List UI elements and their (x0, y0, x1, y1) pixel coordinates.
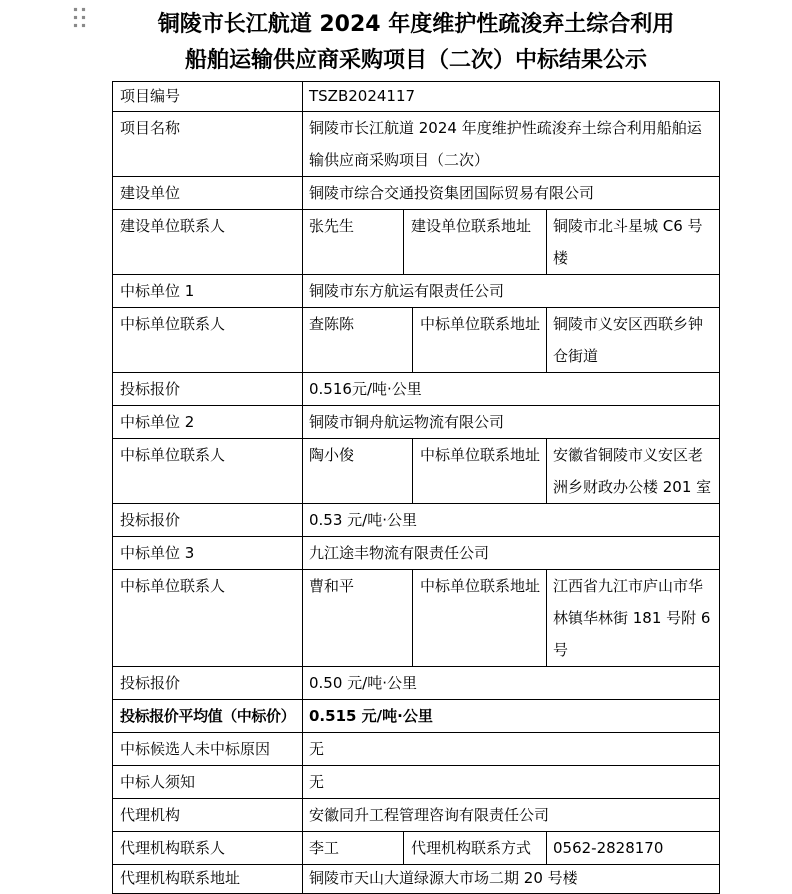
row-value: 铜陵市长江航道 2024 年度维护性疏浚弃土综合利用船舶运输供应商采购项目（二次） (309, 119, 702, 169)
row-label-2: 中标单位联系地址 (413, 570, 547, 666)
row-label-2: 中标单位联系地址 (413, 439, 547, 503)
title-line-1: 铜陵市长江航道 2024 年度维护性疏浚弃土综合利用 (157, 12, 675, 37)
row-label: 投标报价 (113, 373, 303, 405)
table-row-agency-contact (113, 832, 719, 865)
row-value: 陶小俊 (303, 439, 413, 503)
table-row-project-name (113, 112, 719, 177)
row-value: 九江途丰物流有限责任公司 (309, 544, 490, 562)
row-value: 0.516元/吨·公里 (309, 380, 422, 398)
drag-dot (74, 16, 77, 19)
row-label: 中标单位 1 (113, 275, 303, 307)
row-label: 建设单位联系人 (113, 210, 303, 274)
drag-dot (82, 16, 85, 19)
row-value-2: 0562-2828170 (553, 839, 664, 857)
row-label: 建设单位 (113, 177, 303, 209)
drag-dot (82, 24, 85, 27)
row-value: 0.50 元/吨·公里 (309, 674, 417, 692)
drag-dot (74, 24, 77, 27)
row-label-2: 代理机构联系方式 (404, 832, 547, 864)
row-value: 铜陵市综合交通投资集团国际贸易有限公司 (309, 184, 595, 202)
row-value: 张先生 (303, 210, 404, 274)
row-value-2: 铜陵市义安区西联乡钟仓街道 (553, 315, 704, 365)
table-row-winner-1-contact (113, 308, 719, 373)
table-row-agency (113, 799, 719, 832)
drag-dot (82, 8, 85, 11)
announcement-table (112, 81, 720, 894)
table-row-winner-1 (113, 275, 719, 308)
row-label: 中标单位联系人 (113, 439, 303, 503)
table-row-bid-price-3 (113, 667, 719, 700)
row-value: 安徽同升工程管理咨询有限责任公司 (309, 806, 550, 824)
row-label: 代理机构 (113, 799, 303, 831)
table-row-winner-2 (113, 406, 719, 439)
table-row-winner-3 (113, 537, 719, 570)
row-value: 查陈陈 (303, 308, 413, 372)
page-title (112, 0, 720, 81)
row-value: 铜陵市天山大道绿源大市场二期 20 号楼 (309, 869, 578, 887)
table-row-winner-2-contact (113, 439, 719, 504)
row-value: 铜陵市铜舟航运物流有限公司 (309, 413, 505, 431)
row-label-2: 中标单位联系地址 (413, 308, 547, 372)
row-value-2: 江西省九江市庐山市华林镇华林街 181 号附 6 号 (553, 577, 711, 659)
row-label: 中标单位 2 (113, 406, 303, 438)
row-label: 代理机构联系地址 (113, 865, 303, 893)
row-label: 代理机构联系人 (113, 832, 303, 864)
row-value-2: 铜陵市北斗星城 C6 号楼 (553, 217, 703, 267)
title-line-2: 船舶运输供应商采购项目（二次）中标结果公示 (184, 48, 647, 73)
row-value: 无 (309, 740, 325, 758)
row-value: 李工 (303, 832, 404, 864)
row-value: 无 (309, 773, 325, 791)
row-value: 曹和平 (303, 570, 413, 666)
drag-dot (74, 8, 77, 11)
row-label: 投标报价 (113, 667, 303, 699)
row-label: 项目名称 (113, 112, 303, 176)
table-row-project-number (113, 82, 719, 112)
row-value: TSZB2024117 (309, 87, 416, 105)
table-row-bid-price-2 (113, 504, 719, 537)
row-label: 投标报价平均值（中标价） (113, 700, 303, 732)
row-label: 中标单位 3 (113, 537, 303, 569)
row-value: 0.515 元/吨·公里 (309, 707, 433, 725)
table-row-average-price (113, 700, 719, 733)
row-label: 投标报价 (113, 504, 303, 536)
row-value: 0.53 元/吨·公里 (309, 511, 417, 529)
row-label: 中标候选人未中标原因 (113, 733, 303, 765)
table-row-winner-notice (113, 766, 719, 799)
drag-handle-icon[interactable] (74, 8, 85, 27)
row-label: 项目编号 (113, 82, 303, 111)
table-row-winner-3-contact (113, 570, 719, 667)
row-label: 中标单位联系人 (113, 570, 303, 666)
table-row-owner (113, 177, 719, 210)
table-row-bid-price-1 (113, 373, 719, 406)
table-row-agency-address (113, 865, 719, 893)
row-value-2: 安徽省铜陵市义安区老洲乡财政办公楼 201 室 (553, 446, 712, 496)
row-value: 铜陵市东方航运有限责任公司 (309, 282, 505, 300)
row-label: 中标人须知 (113, 766, 303, 798)
table-row-owner-contact (113, 210, 719, 275)
row-label: 中标单位联系人 (113, 308, 303, 372)
table-row-not-win-reason (113, 733, 719, 766)
row-label-2: 建设单位联系地址 (404, 210, 547, 274)
